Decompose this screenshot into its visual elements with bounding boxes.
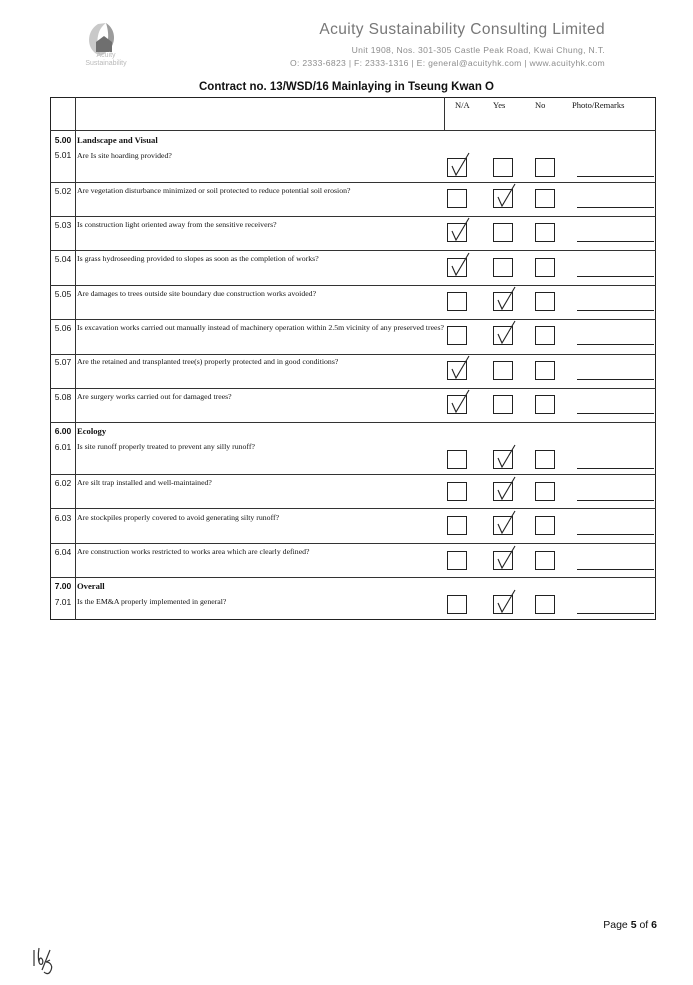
checkbox-yes[interactable] — [493, 551, 513, 570]
remarks-line[interactable] — [577, 241, 654, 242]
checkbox-na[interactable] — [447, 223, 467, 242]
checkbox-na[interactable] — [447, 482, 467, 501]
item-question: Is grass hydroseeding provided to slopes as soon as the completion of works? — [77, 254, 319, 263]
check-mark-icon — [492, 443, 518, 471]
checkbox-na[interactable] — [447, 551, 467, 570]
checkbox-yes[interactable] — [493, 223, 513, 242]
item-question: Are damages to trees outside site boundary due construction works avoided? — [77, 289, 317, 298]
checkbox-no[interactable] — [535, 189, 555, 208]
check-mark-icon — [446, 151, 472, 179]
checkbox-na[interactable] — [447, 258, 467, 277]
checkbox-na[interactable] — [447, 326, 467, 345]
total-pages: 6 — [651, 919, 657, 931]
remarks-line[interactable] — [577, 413, 654, 414]
item-number: 5.02 — [54, 186, 72, 196]
item-number: 5.06 — [54, 323, 72, 333]
item-question: Is construction light oriented away from the sensitive receivers? — [77, 220, 277, 229]
table-divider — [50, 130, 656, 131]
checkbox-no[interactable] — [535, 450, 555, 469]
remarks-line[interactable] — [577, 379, 654, 380]
checkbox-no[interactable] — [535, 395, 555, 414]
checkbox-yes[interactable] — [493, 189, 513, 208]
table-divider — [444, 97, 445, 131]
company-name: Acuity Sustainability Consulting Limited — [319, 21, 605, 38]
item-number: 5.04 — [54, 254, 72, 264]
checkbox-no[interactable] — [535, 361, 555, 380]
checkbox-yes[interactable] — [493, 482, 513, 501]
check-mark-icon — [492, 182, 518, 210]
checkbox-yes[interactable] — [493, 326, 513, 345]
section-title: Overall — [77, 581, 105, 591]
checkbox-no[interactable] — [535, 158, 555, 177]
section-number: 6.00 — [54, 426, 72, 436]
section-divider — [50, 422, 656, 423]
of-word: of — [639, 919, 649, 931]
contract-title: Contract no. 13/WSD/16 Mainlaying in Tseung Kwan O — [199, 81, 494, 93]
checkbox-yes[interactable] — [493, 516, 513, 535]
remarks-line[interactable] — [577, 534, 654, 535]
checkbox-na[interactable] — [447, 158, 467, 177]
checkbox-na[interactable] — [447, 595, 467, 614]
row-divider — [50, 508, 656, 509]
logo-text-2: Sustainability — [85, 60, 127, 67]
section-divider — [50, 577, 656, 578]
column-header-yes: Yes — [493, 100, 506, 110]
logo-text-1: Acuity — [96, 52, 116, 59]
checkbox-na[interactable] — [447, 189, 467, 208]
check-mark-icon — [446, 354, 472, 382]
column-header-remarks: Photo/Remarks — [572, 100, 625, 110]
logo-caption — [76, 52, 136, 68]
item-question: Are the retained and transplanted tree(s) properly protected and in good conditions? — [77, 357, 339, 366]
company-contact: O: 2333-6823 | F: 2333-1316 | E: general@acuityhk.com | www.acuityhk.com — [289, 58, 605, 68]
section-number: 5.00 — [54, 135, 72, 145]
checkbox-yes[interactable] — [493, 395, 513, 414]
item-question: Are Is site hoarding provided? — [77, 151, 172, 160]
section-title: Landscape and Visual — [77, 135, 158, 145]
company-address: Unit 1908, Nos. 301-305 Castle Peak Road, Kwai Chung, N.T. — [351, 45, 605, 55]
check-mark-icon — [446, 388, 472, 416]
checkbox-na[interactable] — [447, 292, 467, 311]
remarks-line[interactable] — [577, 176, 654, 177]
checkbox-yes[interactable] — [493, 292, 513, 311]
check-mark-icon — [492, 475, 518, 503]
page-word: Page — [603, 919, 628, 931]
checkbox-no[interactable] — [535, 551, 555, 570]
item-number: 6.04 — [54, 547, 72, 557]
check-mark-icon — [492, 285, 518, 313]
remarks-line[interactable] — [577, 276, 654, 277]
item-question: Is the EM&A properly implemented in general? — [77, 597, 227, 606]
item-number: 6.03 — [54, 513, 72, 523]
checkbox-na[interactable] — [447, 395, 467, 414]
item-question: Are silt trap installed and well-maintained? — [77, 478, 212, 487]
checkbox-na[interactable] — [447, 450, 467, 469]
item-question: Is excavation works carried out manually instead of machinery operation within 2.5m vicinity of any preserved trees? — [77, 323, 444, 332]
item-question: Are construction works restricted to works area which are clearly defined? — [77, 547, 310, 556]
remarks-line[interactable] — [577, 344, 654, 345]
item-number: 6.01 — [54, 442, 72, 452]
item-question: Is site runoff properly treated to prevent any silly runoff? — [77, 442, 255, 451]
checkbox-no[interactable] — [535, 258, 555, 277]
item-number: 6.02 — [54, 478, 72, 488]
checkbox-na[interactable] — [447, 361, 467, 380]
item-question: Are vegetation disturbance minimized or soil protected to reduce potential soil erosion? — [77, 186, 351, 195]
column-header-no: No — [535, 100, 546, 110]
item-number: 5.07 — [54, 357, 72, 367]
checkbox-no[interactable] — [535, 326, 555, 345]
checkbox-no[interactable] — [535, 223, 555, 242]
check-mark-icon — [492, 319, 518, 347]
check-mark-icon — [492, 588, 518, 616]
checkbox-na[interactable] — [447, 516, 467, 535]
section-title: Ecology — [77, 426, 107, 436]
item-number: 5.05 — [54, 289, 72, 299]
column-header-na: N/A — [455, 100, 470, 110]
checkbox-yes[interactable] — [493, 595, 513, 614]
remarks-line[interactable] — [577, 207, 654, 208]
remarks-line[interactable] — [577, 613, 654, 614]
check-mark-icon — [446, 251, 472, 279]
table-divider — [75, 97, 76, 620]
check-mark-icon — [492, 544, 518, 572]
item-question: Are stockpiles properly covered to avoid generating silty runoff? — [77, 513, 280, 522]
page-number — [603, 919, 657, 931]
checkbox-no[interactable] — [535, 292, 555, 311]
remarks-line[interactable] — [577, 468, 654, 469]
item-number: 5.08 — [54, 392, 72, 402]
remarks-line[interactable] — [577, 310, 654, 311]
current-page: 5 — [630, 919, 637, 931]
remarks-line[interactable] — [577, 500, 654, 501]
check-mark-icon — [492, 509, 518, 537]
item-question: Are surgery works carried out for damaged trees? — [77, 392, 232, 401]
remarks-line[interactable] — [577, 569, 654, 570]
item-number: 7.01 — [54, 597, 72, 607]
checkbox-no[interactable] — [535, 595, 555, 614]
checkbox-yes[interactable] — [493, 361, 513, 380]
check-mark-icon — [446, 216, 472, 244]
checkbox-yes[interactable] — [493, 158, 513, 177]
section-number: 7.00 — [54, 581, 72, 591]
item-number: 5.01 — [54, 150, 72, 160]
item-number: 5.03 — [54, 220, 72, 230]
checkbox-yes[interactable] — [493, 450, 513, 469]
checkbox-no[interactable] — [535, 482, 555, 501]
checkbox-no[interactable] — [535, 516, 555, 535]
handwritten-initials-icon — [28, 944, 62, 978]
checkbox-yes[interactable] — [493, 258, 513, 277]
